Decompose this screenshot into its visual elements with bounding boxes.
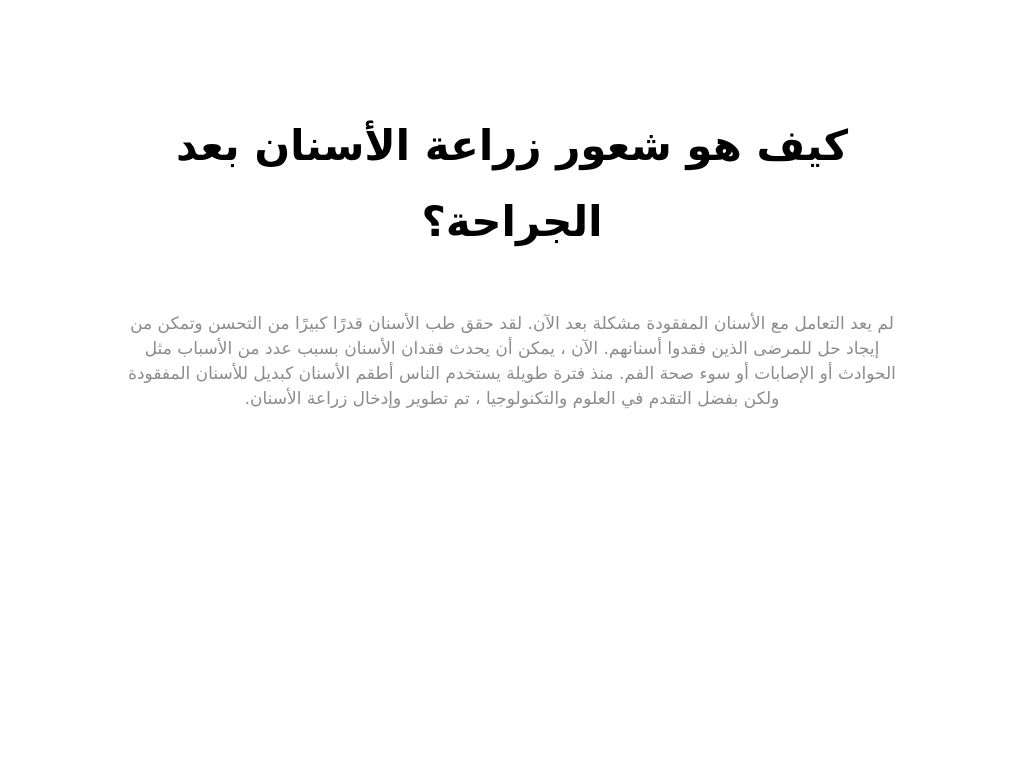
slide-title: كيف هو شعور زراعة الأسنان بعد الجراحة؟ <box>175 121 849 246</box>
slide-body-text: لم يعد التعامل مع الأسنان المفقودة مشكلة بعد الآن. لقد حقق طب الأسنان قدرًا كبيرًا من التحسن وتمكن من إيجاد حل للمرضى الذين فقدوا أسنانهم. الآن ، يمكن أن يحدث فقدان الأسنان بسبب عدد من الأسباب مثل الحوادث أو الإصابات أو سوء صحة الفم. منذ فترة طويلة يستخدم الناس أطقم الأسنان كبديل للأسنان المفقودة ولكن بفضل التقدم في العلوم والتكنولوجيا ، تم تطوير وإدخال زراعة الأسنان. <box>128 314 896 409</box>
